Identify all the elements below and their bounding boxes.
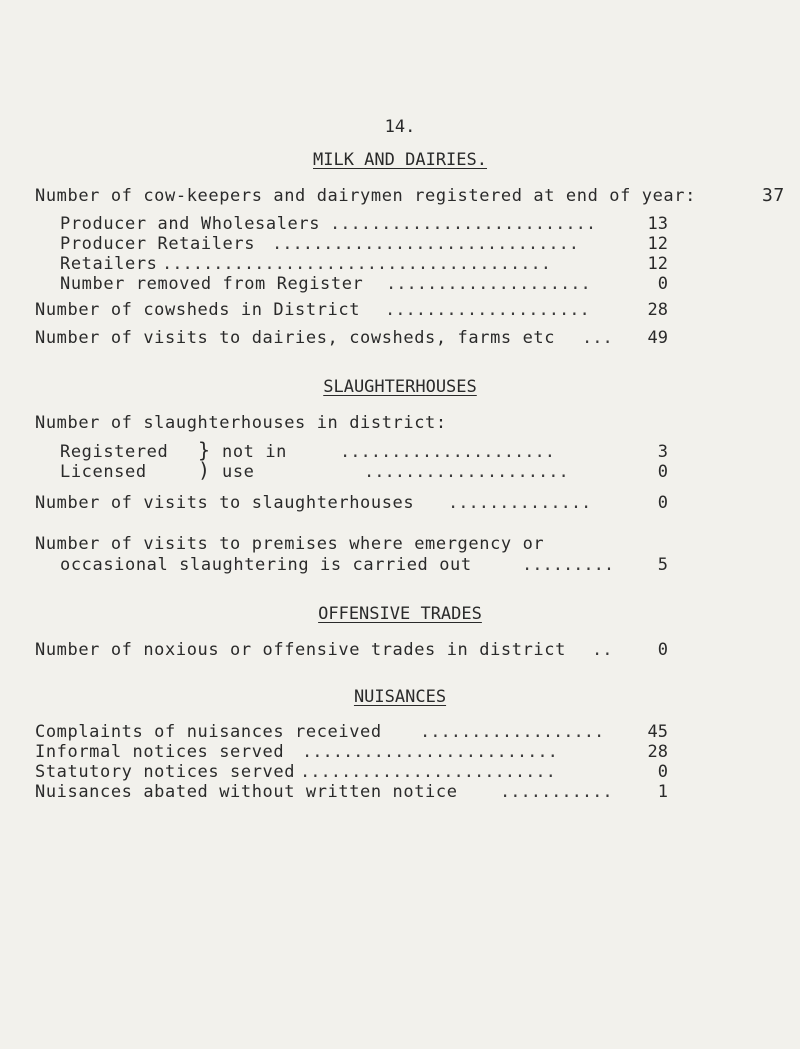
slaughter-heading: SLAUGHTERHOUSES [323,377,477,397]
leader-dots: ... [582,328,613,348]
registered-value: 3 [657,442,668,462]
registered-label: Registered [60,442,169,462]
page-number: 14. [384,117,416,137]
brace-top-icon: } [198,438,211,462]
not-in-label: not in [222,442,288,462]
slaughter-visits-value: 0 [657,493,668,513]
cowsheds-value: 28 [647,300,668,320]
nuisance-row-value: 1 [657,782,668,802]
nuisance-row-label: Informal notices served [35,742,285,762]
emergency-value: 5 [657,555,668,575]
leader-dots: ......... [522,555,615,575]
milk-heading: MILK AND DAIRIES. [313,150,487,170]
leader-dots: .......................... [330,214,597,234]
milk-row-value: 12 [647,234,668,254]
nuisance-row-value: 45 [647,722,668,742]
leader-dots: .................. [420,722,605,742]
slaughter-visits-label: Number of visits to slaughterhouses [35,493,415,513]
nuisance-row-label: Statutory notices served [35,762,296,782]
nuisances-heading: NUISANCES [353,687,447,707]
offensive-value: 0 [657,640,668,660]
milk-registered-value: 37 [762,185,785,206]
leader-dots: .................... [386,274,591,294]
leader-dots: .................... [385,300,590,320]
leader-dots: ..................... [340,442,555,462]
leader-dots: ........... [500,782,613,802]
offensive-heading: OFFENSIVE TRADES [318,604,482,624]
leader-dots: ...................................... [162,254,551,274]
emergency-line1: Number of visits to premises where emergency or [35,534,545,554]
leader-dots: .. [592,640,613,660]
nuisance-row-value: 0 [657,762,668,782]
milk-row-value: 13 [647,214,668,234]
emergency-line2: occasional slaughtering is carried out [60,555,472,575]
leader-dots: .................... [364,462,569,482]
leader-dots: .............. [448,493,592,513]
dairy-visits-label: Number of visits to dairies, cowsheds, farms etc [35,328,556,348]
milk-row-label: Producer Retailers [60,234,256,254]
nuisance-row-label: Complaints of nuisances received [35,722,382,742]
nuisance-row-label: Nuisances abated without written notice [35,782,458,802]
milk-row-value: 12 [647,254,668,274]
licensed-value: 0 [657,462,668,482]
milk-registered-label: Number of cow-keepers and dairymen registered at end of year: [35,186,696,206]
leader-dots: ......................... [300,762,556,782]
nuisance-row-value: 28 [647,742,668,762]
slaughter-intro: Number of slaughterhouses in district: [35,413,447,433]
milk-row-value: 0 [657,274,668,294]
use-label: use [222,462,255,482]
leader-dots: .............................. [272,234,580,254]
milk-row-label: Retailers [60,254,158,274]
offensive-label: Number of noxious or offensive trades in district [35,640,566,660]
cowsheds-label: Number of cowsheds in District [35,300,361,320]
milk-row-label: Producer and Wholesalers [60,214,321,234]
leader-dots: ......................... [302,742,558,762]
brace-bottom-icon: ) [198,458,211,482]
licensed-label: Licensed [60,462,147,482]
milk-row-label: Number removed from Register [60,274,364,294]
dairy-visits-value: 49 [647,328,668,348]
